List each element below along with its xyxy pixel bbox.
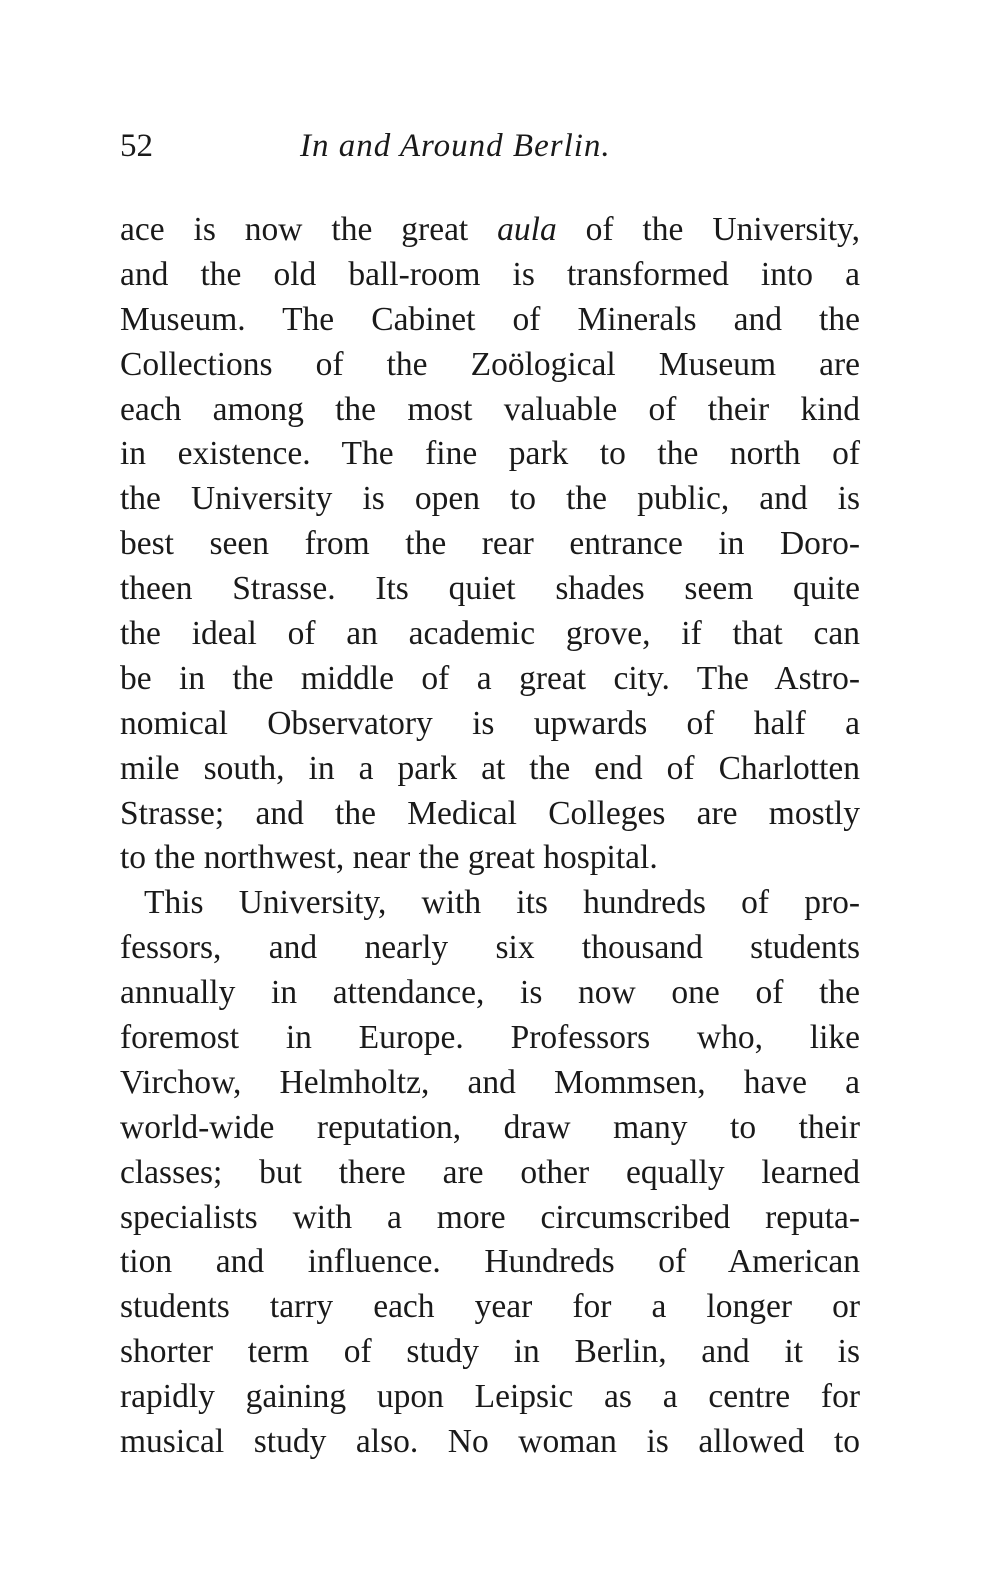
text-line: in existence. The fine park to the north of <box>120 435 860 473</box>
text-line: shorter term of study in Berlin, and it is <box>120 1333 860 1371</box>
text-line: world-wide reputation, draw many to their <box>120 1108 860 1146</box>
text-line: Collections of the Zoölogical Museum are <box>120 345 860 383</box>
text-line: specialists with a more circumscribed reputa- <box>120 1198 860 1236</box>
text-line: to the northwest, near the great hospital. <box>120 839 658 877</box>
text-line: annually in attendance, is now one of the <box>120 974 860 1012</box>
page-number: 52 <box>120 128 153 164</box>
text-line: be in the middle of a great city. The Astro- <box>120 659 860 697</box>
text-line: best seen from the rear entrance in Doro- <box>120 525 860 563</box>
text-line: nomical Observatory is upwards of half a <box>120 704 860 742</box>
text-line: rapidly gaining upon Leipsic as a centre for <box>120 1378 860 1416</box>
paragraph <box>120 208 860 881</box>
text-line: theen Strasse. Its quiet shades seem quite <box>120 570 860 608</box>
text-line: Virchow, Helmholtz, and Mommsen, have a <box>120 1063 860 1101</box>
text-line: tion and influence. Hundreds of American <box>120 1243 860 1281</box>
text-line: each among the most valuable of their kind <box>120 390 860 428</box>
text-line: and the old ball-room is transformed into a <box>120 255 860 293</box>
text-line: the University is open to the public, and is <box>120 480 860 518</box>
text-line: the ideal of an academic grove, if that can <box>120 615 860 653</box>
text-line: This University, with its hundreds of pro- <box>144 884 860 922</box>
text-line: fessors, and nearly six thousand students <box>120 929 860 967</box>
text-line: students tarry each year for a longer or <box>120 1288 860 1326</box>
text-line: classes; but there are other equally learned <box>120 1153 860 1191</box>
running-title: In and Around Berlin. <box>300 128 611 164</box>
text-line: ace is now the great aula of the University, <box>120 211 860 248</box>
page-body <box>120 208 860 1465</box>
text-line: foremost in Europe. Professors who, like <box>120 1019 860 1057</box>
page-header <box>120 128 860 172</box>
text-line: musical study also. No woman is allowed to <box>120 1423 860 1461</box>
text-line: mile south, in a park at the end of Charlotten <box>120 749 860 787</box>
text-line: Strasse; and the Medical Colleges are mostly <box>120 794 860 832</box>
text-line: Museum. The Cabinet of Minerals and the <box>120 300 860 338</box>
paragraph <box>120 881 860 1465</box>
